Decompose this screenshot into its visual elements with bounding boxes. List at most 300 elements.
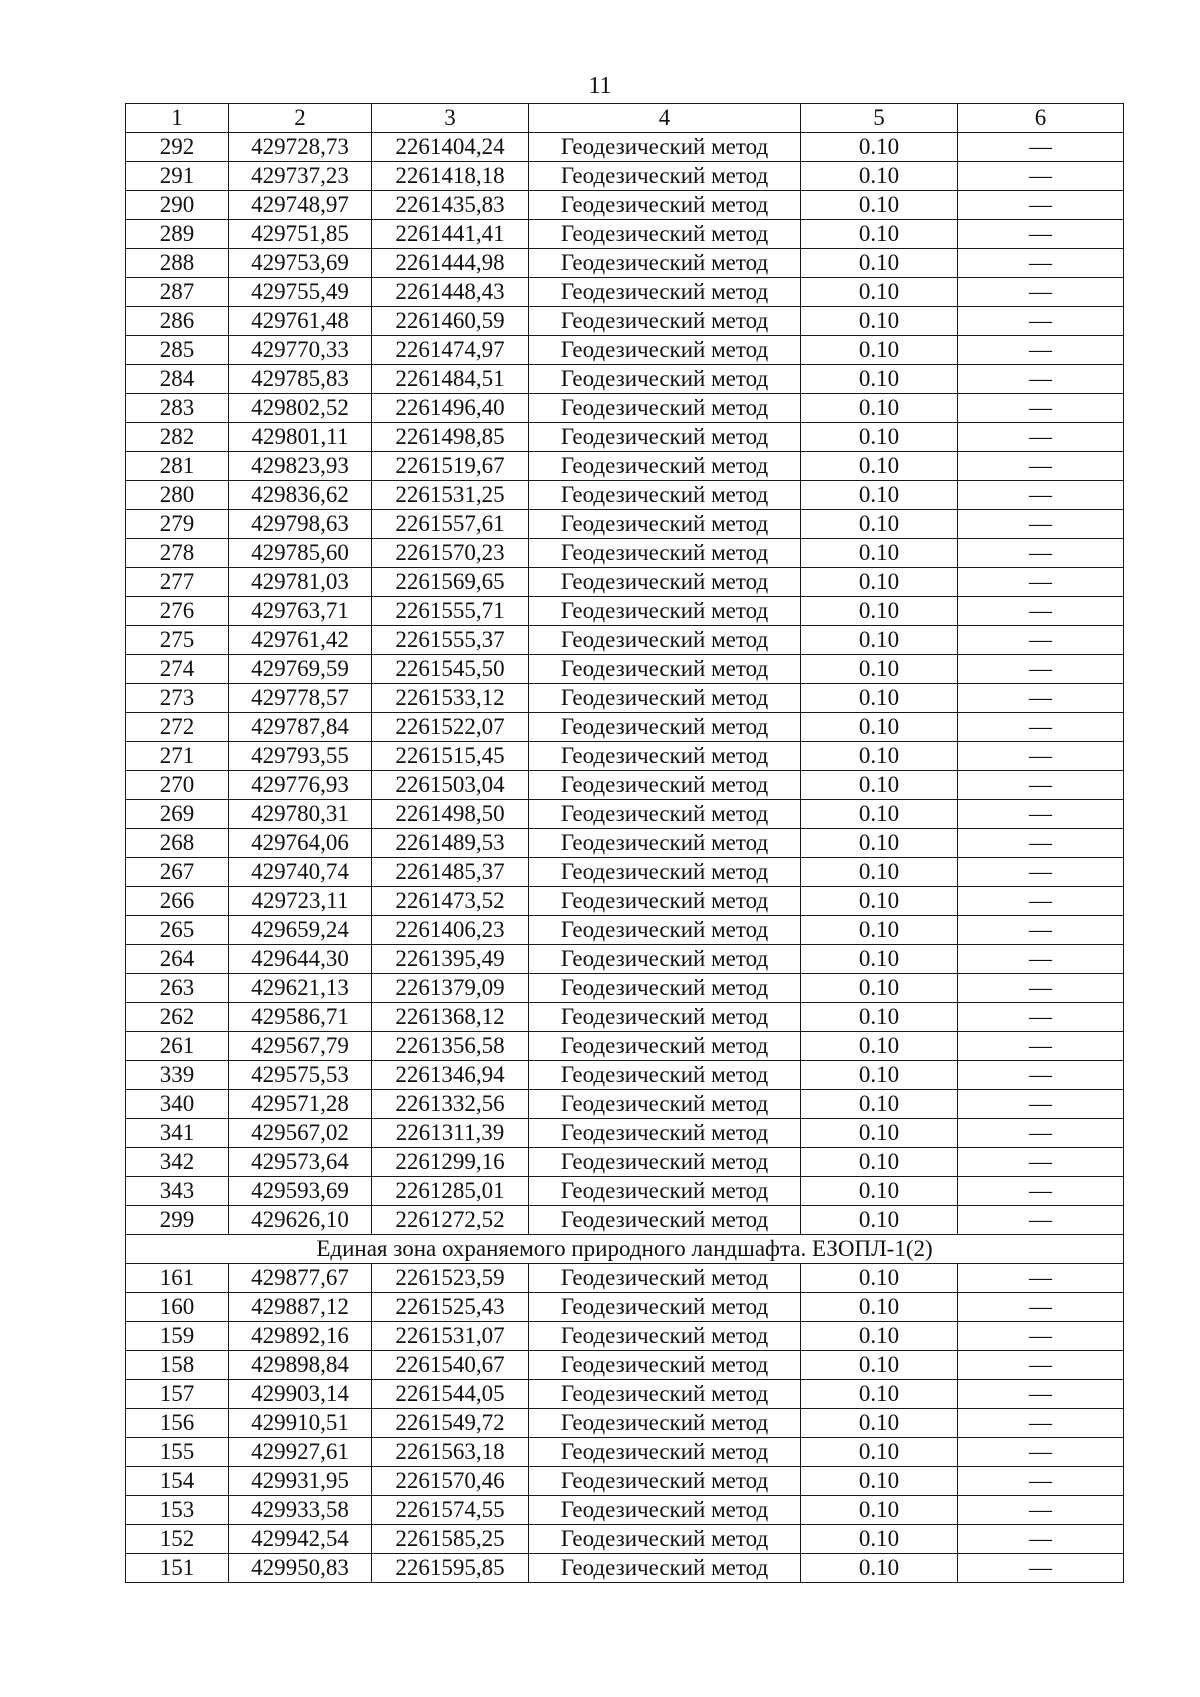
table-cell: 0.10	[801, 771, 958, 800]
table-row	[126, 423, 1124, 452]
table-row	[126, 452, 1124, 481]
table-cell: Геодезический метод	[529, 1206, 801, 1235]
table-cell: 429781,03	[229, 568, 372, 597]
table-cell: 0.10	[801, 191, 958, 220]
table-cell: 156	[126, 1409, 229, 1438]
table-row	[126, 1525, 1124, 1554]
table-cell: —	[958, 829, 1124, 858]
header-cell: 4	[529, 104, 801, 133]
table-cell: 0.10	[801, 307, 958, 336]
table-cell: 274	[126, 655, 229, 684]
table-cell: 0.10	[801, 1177, 958, 1206]
table-cell: 0.10	[801, 800, 958, 829]
table-cell: 0.10	[801, 597, 958, 626]
table-cell: 157	[126, 1380, 229, 1409]
table-cell: Геодезический метод	[529, 1525, 801, 1554]
table-row	[126, 394, 1124, 423]
table-cell: 290	[126, 191, 229, 220]
table-cell: 0.10	[801, 510, 958, 539]
table-row	[126, 336, 1124, 365]
table-cell: —	[958, 597, 1124, 626]
table-cell: —	[958, 481, 1124, 510]
table-cell: 262	[126, 1003, 229, 1032]
table-cell: Геодезический метод	[529, 394, 801, 423]
table-cell: 2261498,85	[372, 423, 529, 452]
table-cell: 153	[126, 1496, 229, 1525]
table-row	[126, 597, 1124, 626]
table-cell: —	[958, 974, 1124, 1003]
table-cell: Геодезический метод	[529, 1032, 801, 1061]
table-cell: 2261474,97	[372, 336, 529, 365]
table-cell: Геодезический метод	[529, 800, 801, 829]
table-cell: —	[958, 858, 1124, 887]
table-cell: 2261595,85	[372, 1554, 529, 1583]
table-row	[126, 1148, 1124, 1177]
table-cell: —	[958, 945, 1124, 974]
table-cell: 429910,51	[229, 1409, 372, 1438]
table-cell: 2261441,41	[372, 220, 529, 249]
table-cell: Геодезический метод	[529, 829, 801, 858]
table-row	[126, 742, 1124, 771]
table-cell: 429567,02	[229, 1119, 372, 1148]
table-cell: 2261448,43	[372, 278, 529, 307]
table-cell: 2261418,18	[372, 162, 529, 191]
table-cell: 292	[126, 133, 229, 162]
table-cell: 299	[126, 1206, 229, 1235]
table-cell: 429933,58	[229, 1496, 372, 1525]
table-cell: 0.10	[801, 945, 958, 974]
table-cell: 265	[126, 916, 229, 945]
table-cell: 0.10	[801, 1206, 958, 1235]
table-cell: 429770,33	[229, 336, 372, 365]
table-cell: 2261444,98	[372, 249, 529, 278]
table-cell: Геодезический метод	[529, 916, 801, 945]
table-cell: Геодезический метод	[529, 365, 801, 394]
table-row	[126, 655, 1124, 684]
table-row	[126, 365, 1124, 394]
table-row	[126, 713, 1124, 742]
table-cell: 429785,60	[229, 539, 372, 568]
table-cell: 2261368,12	[372, 1003, 529, 1032]
table-row	[126, 1003, 1124, 1032]
table-row	[126, 1206, 1124, 1235]
table-cell: Геодезический метод	[529, 191, 801, 220]
table-cell: 261	[126, 1032, 229, 1061]
table-cell: —	[958, 1177, 1124, 1206]
table-cell: 429942,54	[229, 1525, 372, 1554]
table-cell: Геодезический метод	[529, 713, 801, 742]
table-cell: 266	[126, 887, 229, 916]
table-cell: 429571,28	[229, 1090, 372, 1119]
table-cell: 2261395,49	[372, 945, 529, 974]
table-cell: 0.10	[801, 1380, 958, 1409]
table-cell: 0.10	[801, 394, 958, 423]
table-cell: 0.10	[801, 1119, 958, 1148]
table-cell: Геодезический метод	[529, 1496, 801, 1525]
table-cell: 341	[126, 1119, 229, 1148]
table-cell: 339	[126, 1061, 229, 1090]
table-cell: 429748,97	[229, 191, 372, 220]
table-cell: 278	[126, 539, 229, 568]
header-cell: 6	[958, 104, 1124, 133]
table-cell: —	[958, 713, 1124, 742]
coordinates-table	[125, 103, 1124, 1583]
table-cell: Геодезический метод	[529, 1467, 801, 1496]
table-cell: 2261484,51	[372, 365, 529, 394]
table-cell: 429778,57	[229, 684, 372, 713]
table-cell: —	[958, 1119, 1124, 1148]
table-cell: —	[958, 568, 1124, 597]
table-cell: 291	[126, 162, 229, 191]
table-cell: 429836,62	[229, 481, 372, 510]
table-cell: Геодезический метод	[529, 597, 801, 626]
header-cell: 1	[126, 104, 229, 133]
table-cell: —	[958, 1380, 1124, 1409]
table-cell: 0.10	[801, 162, 958, 191]
table-cell: —	[958, 1496, 1124, 1525]
table-cell: 0.10	[801, 568, 958, 597]
table-cell: 2261555,71	[372, 597, 529, 626]
table-cell: —	[958, 539, 1124, 568]
table-cell: Геодезический метод	[529, 1177, 801, 1206]
table-row	[126, 1380, 1124, 1409]
table-cell: —	[958, 394, 1124, 423]
table-cell: Геодезический метод	[529, 1264, 801, 1293]
table-cell: 272	[126, 713, 229, 742]
table-cell: 429798,63	[229, 510, 372, 539]
table-cell: 429659,24	[229, 916, 372, 945]
header-cell: 2	[229, 104, 372, 133]
header-cell: 3	[372, 104, 529, 133]
table-cell: —	[958, 1438, 1124, 1467]
table-cell: Геодезический метод	[529, 278, 801, 307]
table-row	[126, 133, 1124, 162]
table-cell: 429621,13	[229, 974, 372, 1003]
table-cell: —	[958, 307, 1124, 336]
table-cell: —	[958, 1003, 1124, 1032]
table-cell: —	[958, 887, 1124, 916]
table-cell: 2261540,67	[372, 1351, 529, 1380]
table-cell: 2261346,94	[372, 1061, 529, 1090]
table-row	[126, 220, 1124, 249]
table-cell: 2261332,56	[372, 1090, 529, 1119]
table-cell: 0.10	[801, 684, 958, 713]
table-cell: —	[958, 191, 1124, 220]
table-cell: —	[958, 771, 1124, 800]
table-cell: 270	[126, 771, 229, 800]
table-cell: Геодезический метод	[529, 1322, 801, 1351]
table-cell: 286	[126, 307, 229, 336]
table-row	[126, 945, 1124, 974]
table-cell: 0.10	[801, 1264, 958, 1293]
table-cell: 2261570,23	[372, 539, 529, 568]
table-cell: 0.10	[801, 249, 958, 278]
table-row	[126, 1467, 1124, 1496]
table-cell: 263	[126, 974, 229, 1003]
table-cell: 429785,83	[229, 365, 372, 394]
table-cell: Геодезический метод	[529, 481, 801, 510]
table-cell: —	[958, 336, 1124, 365]
table-cell: Геодезический метод	[529, 655, 801, 684]
table-cell: 284	[126, 365, 229, 394]
table-cell: 0.10	[801, 655, 958, 684]
table-cell: —	[958, 655, 1124, 684]
table-cell: —	[958, 162, 1124, 191]
table-cell: Геодезический метод	[529, 1380, 801, 1409]
section-title: Единая зона охраняемого природного ландшафта. ЕЗОПЛ-1(2)	[126, 1235, 1124, 1264]
table-row	[126, 1090, 1124, 1119]
table-row	[126, 539, 1124, 568]
table-cell: 2261533,12	[372, 684, 529, 713]
table-cell: 2261404,24	[372, 133, 529, 162]
table-cell: —	[958, 249, 1124, 278]
table-cell: 2261356,58	[372, 1032, 529, 1061]
table-body	[126, 104, 1124, 1583]
table-cell: 2261515,45	[372, 742, 529, 771]
table-row	[126, 1409, 1124, 1438]
table-cell: 264	[126, 945, 229, 974]
table-cell: —	[958, 1148, 1124, 1177]
table-cell: Геодезический метод	[529, 510, 801, 539]
table-cell: 429755,49	[229, 278, 372, 307]
table-cell: Геодезический метод	[529, 423, 801, 452]
table-cell: 429950,83	[229, 1554, 372, 1583]
table-cell: 429903,14	[229, 1380, 372, 1409]
table-row	[126, 1177, 1124, 1206]
table-cell: 0.10	[801, 1438, 958, 1467]
table-cell: 160	[126, 1293, 229, 1322]
table-cell: 2261549,72	[372, 1409, 529, 1438]
table-cell: 429769,59	[229, 655, 372, 684]
table-cell: 285	[126, 336, 229, 365]
table-cell: 342	[126, 1148, 229, 1177]
table-row	[126, 1438, 1124, 1467]
table-cell: 0.10	[801, 829, 958, 858]
table-cell: 2261585,25	[372, 1525, 529, 1554]
table-cell: 429898,84	[229, 1351, 372, 1380]
table-cell: —	[958, 626, 1124, 655]
table-cell: —	[958, 1090, 1124, 1119]
table-cell: Геодезический метод	[529, 1409, 801, 1438]
table-cell: 0.10	[801, 1293, 958, 1322]
table-row	[126, 1351, 1124, 1380]
table-cell: 289	[126, 220, 229, 249]
table-row	[126, 887, 1124, 916]
table-cell: 0.10	[801, 1090, 958, 1119]
table-cell: Геодезический метод	[529, 945, 801, 974]
table-cell: 429776,93	[229, 771, 372, 800]
table-cell: 0.10	[801, 1148, 958, 1177]
table-row	[126, 1322, 1124, 1351]
table-cell: —	[958, 1525, 1124, 1554]
table-cell: —	[958, 1032, 1124, 1061]
table-row	[126, 684, 1124, 713]
table-cell: 2261570,46	[372, 1467, 529, 1496]
table-cell: 429764,06	[229, 829, 372, 858]
table-cell: 0.10	[801, 1351, 958, 1380]
table-cell: —	[958, 800, 1124, 829]
table-cell: 340	[126, 1090, 229, 1119]
table-cell: Геодезический метод	[529, 539, 801, 568]
table-cell: Геодезический метод	[529, 626, 801, 655]
table-cell: Геодезический метод	[529, 771, 801, 800]
table-cell: 0.10	[801, 539, 958, 568]
table-cell: —	[958, 510, 1124, 539]
table-cell: 429801,11	[229, 423, 372, 452]
table-cell: —	[958, 220, 1124, 249]
table-cell: 429927,61	[229, 1438, 372, 1467]
table-cell: 2261460,59	[372, 307, 529, 336]
table-row	[126, 1554, 1124, 1583]
table-cell: 2261569,65	[372, 568, 529, 597]
table-cell: 2261531,07	[372, 1322, 529, 1351]
table-cell: 429740,74	[229, 858, 372, 887]
table-cell: 429626,10	[229, 1206, 372, 1235]
table-cell: —	[958, 278, 1124, 307]
table-cell: 0.10	[801, 742, 958, 771]
table-cell: 429763,71	[229, 597, 372, 626]
table-cell: —	[958, 365, 1124, 394]
table-cell: Геодезический метод	[529, 1148, 801, 1177]
table-cell: 429593,69	[229, 1177, 372, 1206]
table-row	[126, 800, 1124, 829]
table-cell: 429737,23	[229, 162, 372, 191]
table-row	[126, 481, 1124, 510]
table-cell: 2261525,43	[372, 1293, 529, 1322]
page-number: 11	[588, 73, 612, 99]
table-cell: 429586,71	[229, 1003, 372, 1032]
table-cell: 155	[126, 1438, 229, 1467]
table-cell: 267	[126, 858, 229, 887]
table-cell: Геодезический метод	[529, 1351, 801, 1380]
table-cell: 151	[126, 1554, 229, 1583]
table-cell: 429753,69	[229, 249, 372, 278]
table-cell: 2261523,59	[372, 1264, 529, 1293]
table-cell: 280	[126, 481, 229, 510]
table-cell: Геодезический метод	[529, 1554, 801, 1583]
table-cell: 429892,16	[229, 1322, 372, 1351]
table-cell: 0.10	[801, 974, 958, 1003]
table-row	[126, 162, 1124, 191]
table-cell: 2261435,83	[372, 191, 529, 220]
table-cell: Геодезический метод	[529, 974, 801, 1003]
table-cell: Геодезический метод	[529, 1119, 801, 1148]
table-cell: Геодезический метод	[529, 307, 801, 336]
table-cell: 429931,95	[229, 1467, 372, 1496]
table-cell: 0.10	[801, 1032, 958, 1061]
header-cell: 5	[801, 104, 958, 133]
table-cell: 0.10	[801, 336, 958, 365]
table-cell: 429823,93	[229, 452, 372, 481]
table-cell: 0.10	[801, 220, 958, 249]
table-cell: Геодезический метод	[529, 742, 801, 771]
table-cell: —	[958, 1351, 1124, 1380]
table-row	[126, 626, 1124, 655]
table-cell: 2261503,04	[372, 771, 529, 800]
table-cell: 429780,31	[229, 800, 372, 829]
table-cell: Геодезический метод	[529, 452, 801, 481]
table-cell: 0.10	[801, 1003, 958, 1032]
table-cell: 2261406,23	[372, 916, 529, 945]
table-cell: 2261498,50	[372, 800, 529, 829]
table-cell: 159	[126, 1322, 229, 1351]
table-cell: 429793,55	[229, 742, 372, 771]
table-row	[126, 1119, 1124, 1148]
table-cell: 0.10	[801, 1467, 958, 1496]
table-cell: —	[958, 1061, 1124, 1090]
table-cell: 0.10	[801, 452, 958, 481]
table-row	[126, 1293, 1124, 1322]
table-cell: —	[958, 1467, 1124, 1496]
table-cell: 268	[126, 829, 229, 858]
table-cell: 2261555,37	[372, 626, 529, 655]
table-cell: 282	[126, 423, 229, 452]
table-row	[126, 1032, 1124, 1061]
table-cell: 2261522,07	[372, 713, 529, 742]
table-cell: 429887,12	[229, 1293, 372, 1322]
table-cell: 429575,53	[229, 1061, 372, 1090]
table-cell: Геодезический метод	[529, 1061, 801, 1090]
table-cell: Геодезический метод	[529, 858, 801, 887]
table-cell: 279	[126, 510, 229, 539]
table-cell: Геодезический метод	[529, 162, 801, 191]
table-cell: 161	[126, 1264, 229, 1293]
table-cell: 343	[126, 1177, 229, 1206]
table-cell: 0.10	[801, 1409, 958, 1438]
table-cell: 429644,30	[229, 945, 372, 974]
table-cell: 275	[126, 626, 229, 655]
table-cell: 2261557,61	[372, 510, 529, 539]
table-cell: Геодезический метод	[529, 1293, 801, 1322]
table-cell: 2261496,40	[372, 394, 529, 423]
table-cell: 0.10	[801, 1322, 958, 1351]
table-cell: 152	[126, 1525, 229, 1554]
table-cell: 429802,52	[229, 394, 372, 423]
table-cell: 0.10	[801, 1554, 958, 1583]
table-cell: 2261285,01	[372, 1177, 529, 1206]
table-row	[126, 829, 1124, 858]
table-row	[126, 1264, 1124, 1293]
table-cell: —	[958, 684, 1124, 713]
table-row	[126, 916, 1124, 945]
table-cell: 2261485,37	[372, 858, 529, 887]
table-row	[126, 307, 1124, 336]
table-row	[126, 510, 1124, 539]
table-row	[126, 568, 1124, 597]
table-cell: 281	[126, 452, 229, 481]
table-cell: 2261574,55	[372, 1496, 529, 1525]
table-cell: —	[958, 1409, 1124, 1438]
table-cell: 0.10	[801, 887, 958, 916]
table-cell: 0.10	[801, 916, 958, 945]
table-cell: Геодезический метод	[529, 1003, 801, 1032]
table-cell: 0.10	[801, 1525, 958, 1554]
table-cell: Геодезический метод	[529, 887, 801, 916]
table-cell: Геодезический метод	[529, 220, 801, 249]
table-cell: —	[958, 133, 1124, 162]
table-cell: Геодезический метод	[529, 1438, 801, 1467]
table-cell: 0.10	[801, 858, 958, 887]
table-cell: 283	[126, 394, 229, 423]
table-cell: 288	[126, 249, 229, 278]
table-cell: 2261544,05	[372, 1380, 529, 1409]
table-cell: —	[958, 1322, 1124, 1351]
table-cell: 429751,85	[229, 220, 372, 249]
table-cell: Геодезический метод	[529, 249, 801, 278]
table-cell: Геодезический метод	[529, 568, 801, 597]
table-cell: 0.10	[801, 481, 958, 510]
table-cell: 271	[126, 742, 229, 771]
